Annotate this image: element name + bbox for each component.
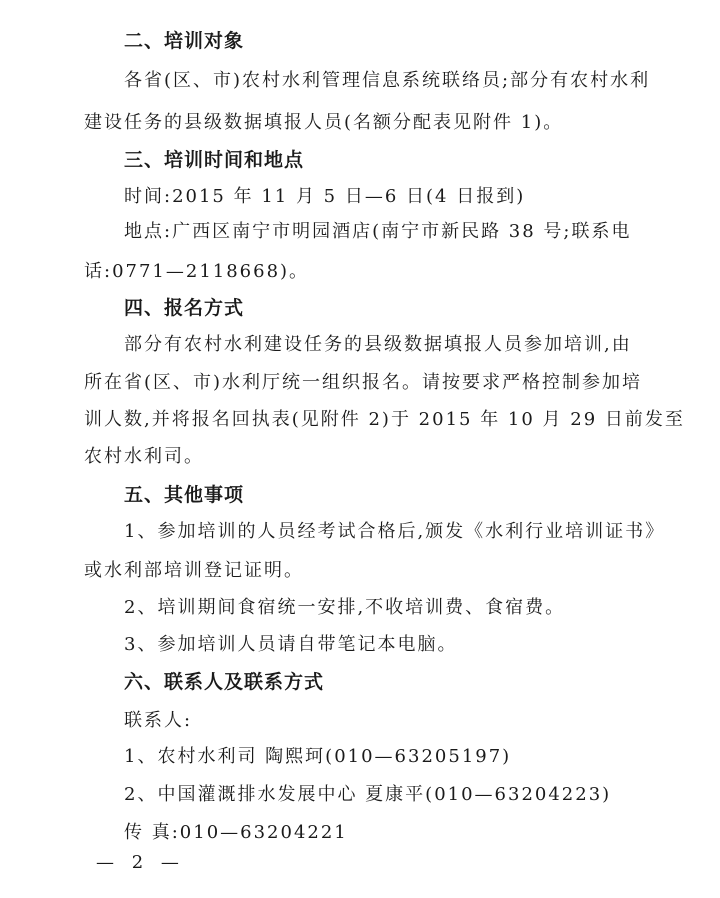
list-item: 1、参加培训的人员经考试合格后,颁发《水利行业培训证书》 bbox=[124, 521, 666, 542]
list-item-continuation: 或水利部培训登记证明。 bbox=[84, 560, 304, 581]
paragraph-line: 训人数,并将报名回执表(见附件 2)于 2015 年 10 月 29 日前发至 bbox=[84, 409, 685, 430]
heading-time-place: 三、培训时间和地点 bbox=[124, 149, 305, 171]
paragraph-line: 部分有农村水利建设任务的县级数据填报人员参加培训,由 bbox=[124, 334, 632, 355]
contact-entry: 2、中国灌溉排水发展中心 夏康平(010—63204223) bbox=[124, 784, 612, 805]
paragraph-line: 建设任务的县级数据填报人员(名额分配表见附件 1)。 bbox=[84, 112, 564, 133]
heading-other-matters: 五、其他事项 bbox=[124, 484, 245, 506]
list-item: 3、参加培训人员请自带笔记本电脑。 bbox=[124, 634, 458, 655]
heading-contacts: 六、联系人及联系方式 bbox=[124, 671, 325, 693]
fax-line: 传 真:010—63204221 bbox=[124, 822, 348, 843]
time-line: 时间:2015 年 11 月 5 日—6 日(4 日报到) bbox=[124, 186, 526, 207]
paragraph-line: 农村水利司。 bbox=[84, 446, 204, 467]
place-line: 地点:广西区南宁市明园酒店(南宁市新民路 38 号;联系电 bbox=[124, 221, 632, 242]
paragraph-line: 所在省(区、市)水利厅统一组织报名。请按要求严格控制参加培 bbox=[84, 372, 643, 393]
heading-training-target: 二、培训对象 bbox=[124, 30, 245, 52]
contact-entry: 1、农村水利司 陶熙珂(010—63205197) bbox=[124, 746, 512, 767]
phone-line: 话:0771—2118668)。 bbox=[84, 261, 310, 282]
list-item: 2、培训期间食宿统一安排,不收培训费、食宿费。 bbox=[124, 597, 566, 618]
heading-registration: 四、报名方式 bbox=[124, 297, 245, 319]
page-number: — 2 — bbox=[96, 852, 185, 873]
paragraph-line: 各省(区、市)农村水利管理信息系统联络员;部分有农村水利 bbox=[124, 70, 651, 91]
contact-label: 联系人: bbox=[124, 710, 193, 731]
